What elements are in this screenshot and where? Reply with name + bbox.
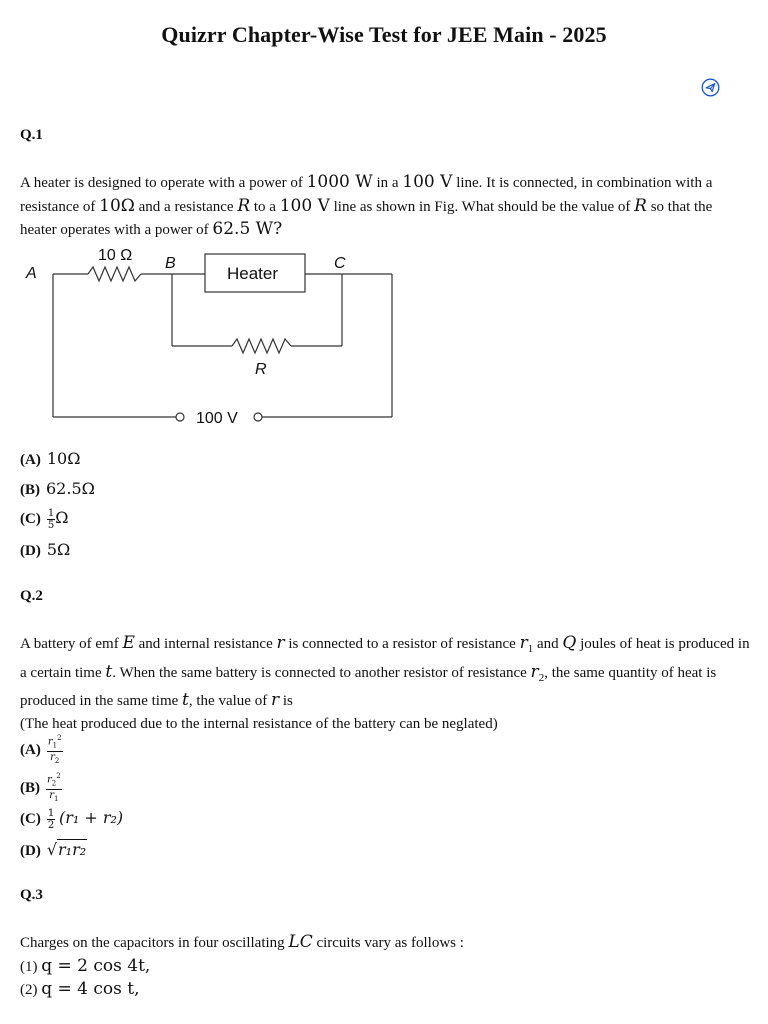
resistor-r-label: R: [255, 361, 267, 378]
fraction: $\frac{1}{5}$: [47, 508, 55, 532]
option-a[interactable]: (A) 10Ω: [20, 449, 81, 468]
fraction: $\frac{r_1^2}{r_2}$: [47, 734, 62, 766]
question-text: A battery of emf E and internal resistance r is connected to a resistor of resistance $r_1$ and Q joules of heat is produced in a certain time t. When the same battery is connected to another resistor of resistance $r_2$, the same quantity of heat is produced in the same time t, the value of r is (The heat produced due to the internal resistance of the battery can be neglated): [20, 633, 750, 732]
option-d[interactable]: (D) 5Ω: [20, 540, 71, 559]
option-d[interactable]: (D) √r₁r₂: [20, 840, 87, 859]
question-number: Q.2: [20, 588, 43, 604]
option-c[interactable]: (C) $\frac{1}{2}$ (r₁ + r₂): [20, 808, 124, 832]
question-text: A heater is designed to operate with a power of 1000 W in a 100 V line. It is connected, in combination with a resistance of 10Ω and a resistance R to a 100 V line as shown in Fig. What should be the value of R so that the heater operates with a power of 62.5 W?: [20, 172, 713, 239]
list-item: (2) q = 4 cos t,: [20, 979, 140, 999]
page-title: Quizrr Chapter-Wise Test for JEE Main - 2025: [161, 22, 607, 47]
option-b[interactable]: (B) 62.5Ω: [20, 479, 95, 498]
send-icon[interactable]: [701, 78, 720, 97]
circuit-diagram: [0, 240, 420, 440]
question-number: Q.3: [20, 887, 43, 903]
question-text: Charges on the capacitors in four oscillating LC circuits vary as follows : (1) q = 2 cos 4t, (2) q = 4 cos t,: [20, 932, 464, 999]
node-b-label: B: [165, 255, 176, 272]
resistor-10-label: 10 Ω: [98, 247, 133, 264]
node-c-label: C: [334, 255, 346, 272]
fraction: $\frac{r_2^2}{r_1}$: [47, 772, 61, 804]
option-a[interactable]: (A) $\frac{r_1^2}{r_2}$: [20, 734, 62, 766]
node-a-label: A: [26, 265, 37, 282]
heater-label: Heater: [227, 264, 279, 283]
question-number: Q.1: [20, 127, 43, 143]
option-b[interactable]: (B) $\frac{r_2^2}{r_1}$: [20, 772, 61, 804]
option-c[interactable]: (C) $\frac{1}{5}$ Ω: [20, 508, 69, 532]
square-root: √r₁r₂: [46, 840, 87, 859]
fraction: $\frac{1}{2}$: [47, 808, 55, 832]
list-item: (1) q = 2 cos 4t,: [20, 955, 151, 976]
supply-label: 100 V: [196, 410, 238, 427]
